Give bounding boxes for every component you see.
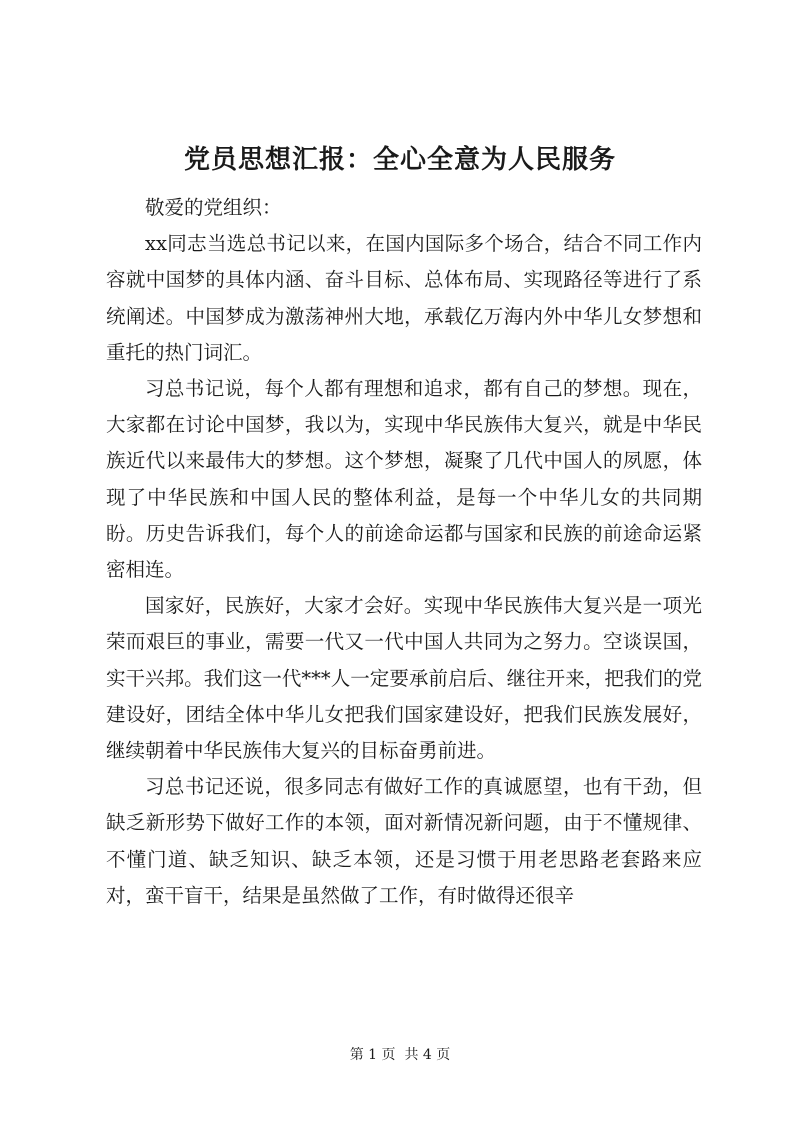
paragraph-4: 习总书记还说，很多同志有做好工作的真诚愿望，也有干劲，但缺乏新形势下做好工作的本领，面对新情况新问题，由于不懂规律、不懂门道、缺乏知识、缺乏本领，还是习惯于用老思路老套路来应对，蛮干盲干，结果是虽然做了工作，有时做得还很辛 — [106, 775, 702, 907]
paragraph-1: xx同志当选总书记以来，在国内国际多个场合，结合不同工作内容就中国梦的具体内涵、奋斗目标、总体布局、实现路径等进行了系统阐述。中国梦成为激荡神州大地，承载亿万海内外中华儿女梦想和重托的热门词汇。 — [106, 232, 702, 364]
page-number: 第 1 页 共 4 页 — [349, 1047, 451, 1063]
page-footer — [0, 1045, 800, 1065]
salutation: 敬爱的党组织： — [145, 196, 282, 219]
paragraph-3: 国家好，民族好，大家才会好。实现中华民族伟大复兴是一项光荣而艰巨的事业，需要一代又一代中国人共同为之努力。空谈误国，实干兴邦。我们这一代***人一定要承前启后、继往开来，把我们的党建设好，团结全体中华儿女把我们国家建设好，把我们民族发展好，继续朝着中华民族伟大复兴的目标奋勇前进。 — [106, 594, 702, 763]
document-body — [106, 190, 702, 914]
page-title: 党员思想汇报：全心全意为人民服务 — [183, 145, 616, 175]
paragraph-2: 习总书记说，每个人都有理想和追求，都有自己的梦想。现在，大家都在讨论中国梦，我以为，实现中华民族伟大复兴，就是中华民族近代以来最伟大的梦想。这个梦想，凝聚了几代中国人的夙愿，体现了中华民族和中国人民的整体利益，是每一个中华儿女的共同期盼。历史告诉我们，每个人的前途命运都与国家和民族的前途命运紧密相连。 — [106, 377, 702, 582]
